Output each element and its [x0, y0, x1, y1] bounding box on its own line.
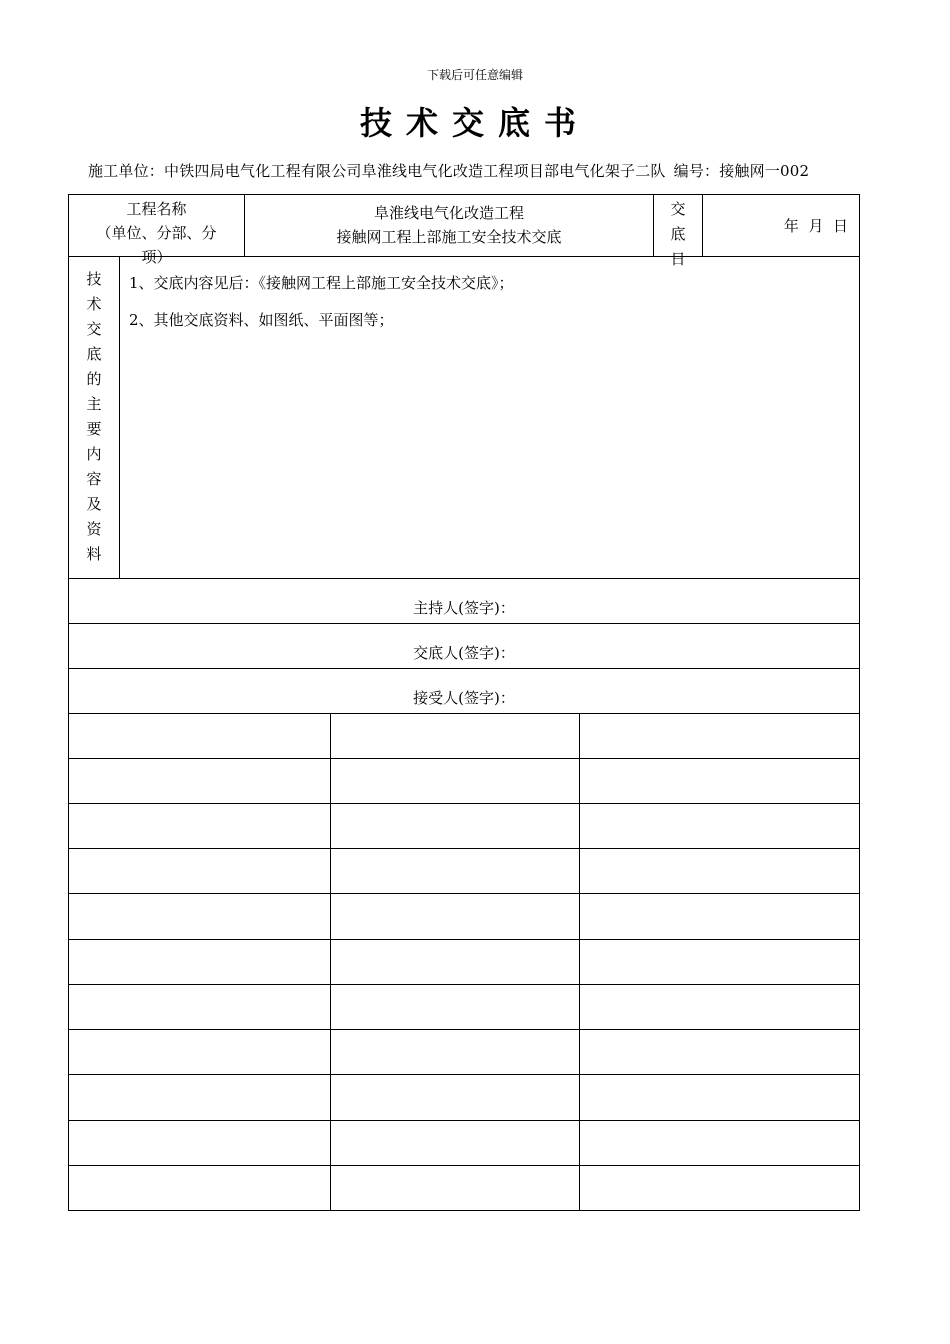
- table-row: [69, 1120, 859, 1121]
- top-note: 下载后可任意编辑: [426, 68, 523, 82]
- table-row: [69, 758, 859, 759]
- table-row: [69, 848, 859, 849]
- unit-label: 施工单位：: [88, 162, 165, 180]
- table-row: [69, 803, 859, 804]
- receiver-sign-label: 接受人(签字)：: [413, 689, 515, 707]
- content-label: 技 术 交 底 的 主 要 内 容 及 资 料: [86, 270, 102, 563]
- presenter-sign-label: 交底人(签字)：: [413, 644, 515, 662]
- divider: [69, 578, 859, 579]
- divider: [69, 668, 859, 669]
- divider: [69, 256, 859, 257]
- grid-column-divider: [330, 713, 331, 1210]
- divider: [69, 713, 859, 714]
- page-title: 技术交底书: [359, 104, 590, 142]
- divider: [69, 623, 859, 624]
- table-row: [69, 1029, 859, 1030]
- disclosure-form: [68, 194, 860, 1211]
- content-item-2: 2、其他交底资料、如图纸、平面图等；: [129, 311, 394, 329]
- date-value: 年 月 日: [783, 217, 848, 235]
- unit-value: 中铁四局电气化工程有限公司阜淮线电气化改造工程项目部电气化架子二队: [164, 162, 666, 180]
- content-item-1: 1、交底内容见后：《接触网工程上部施工安全技术交底》；: [129, 274, 514, 292]
- project-name-label: 工程名称 （单位、分部、分 项）: [96, 200, 217, 266]
- number-label: 编号：: [673, 162, 720, 180]
- header-info-line: [88, 160, 809, 181]
- table-row: [69, 939, 859, 940]
- grid-column-divider: [579, 713, 580, 1210]
- divider: [119, 256, 120, 578]
- date-label: 交 底 日: [670, 200, 686, 268]
- table-row: [69, 1165, 859, 1166]
- project-name-value: 阜淮线电气化改造工程 接触网工程上部施工安全技术交底: [336, 204, 562, 246]
- host-sign-label: 主持人(签字)：: [413, 599, 515, 617]
- table-row: [69, 1074, 859, 1075]
- table-row: [69, 984, 859, 985]
- number-value: 接触网一002: [719, 162, 810, 180]
- table-row: [69, 893, 859, 894]
